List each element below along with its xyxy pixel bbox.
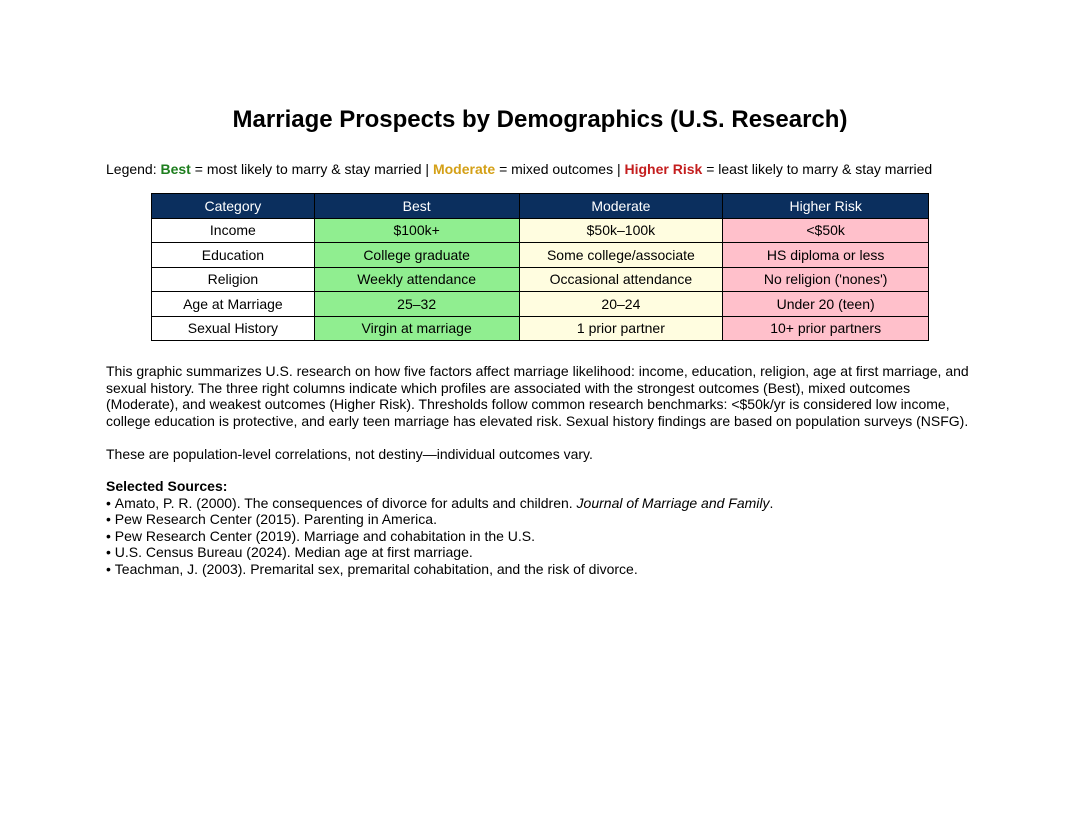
sources-section [106, 478, 976, 577]
table-row [152, 316, 929, 341]
source-journal: Journal of Marriage and Family [576, 494, 770, 511]
table-row [152, 218, 929, 243]
header-best: Best [314, 194, 519, 219]
cell-higher-risk: HS diploma or less [723, 243, 929, 268]
cell-moderate: $50k–100k [519, 218, 723, 243]
sources-list [106, 495, 976, 578]
table-row [152, 243, 929, 268]
legend-moderate-description: = mixed outcomes | [495, 161, 625, 177]
cell-higher-risk: Under 20 (teen) [723, 292, 929, 317]
cell-higher-risk: <$50k [723, 218, 929, 243]
cell-best: Virgin at marriage [314, 316, 519, 341]
cell-best: College graduate [314, 243, 519, 268]
source-text: Pew Research Center (2019). Marriage and cohabitation in the U.S. [114, 527, 536, 544]
cell-moderate: 1 prior partner [519, 316, 723, 341]
source-text: Teachman, J. (2003). Premarital sex, premarital cohabitation, and the risk of divorce. [114, 560, 638, 577]
cell-higher-risk: 10+ prior partners [723, 316, 929, 341]
source-item [106, 495, 976, 512]
table-row [152, 292, 929, 317]
table-header-row [152, 194, 929, 219]
cell-best: Weekly attendance [314, 267, 519, 292]
source-text: Pew Research Center (2015). Parenting in America. [114, 511, 437, 527]
source-item [106, 544, 976, 561]
cell-category: Age at Marriage [152, 292, 315, 317]
disclaimer-paragraph: These are population-level correlations, not destiny—individual outcomes vary. [106, 446, 593, 462]
summary-paragraph: This graphic summarizes U.S. research on how five factors affect marriage likelihood: income, education, religion, age at first marriage, and sexual history. The three right columns indicate which profiles are associated with the strongest outcomes (Best), mixed outcomes (Moderate), and weakest outcomes (Higher Risk). Thresholds follow common research benchmarks: <$50k/yr is considered low income, college education is protective, and early teen marriage has elevated risk. Sexual history findings are based on population surveys (NSFG). [106, 363, 969, 429]
cell-best: $100k+ [314, 218, 519, 243]
source-item [106, 528, 976, 545]
cell-moderate: Some college/associate [519, 243, 723, 268]
legend-best-description: = most likely to marry & stay married | [190, 161, 433, 177]
legend-risk-description: = least likely to marry & stay married [702, 161, 933, 177]
cell-moderate: 20–24 [519, 292, 723, 317]
legend-prefix: Legend: [106, 161, 161, 177]
cell-category: Sexual History [152, 316, 315, 341]
source-item [106, 511, 976, 528]
header-category: Category [152, 194, 315, 219]
legend [106, 161, 932, 177]
legend-risk-label: Higher Risk [624, 161, 703, 177]
page-title: Marriage Prospects by Demographics (U.S. Research) [232, 106, 848, 133]
prospects-table [151, 193, 929, 341]
source-text: U.S. Census Bureau (2024). Median age at first marriage. [114, 544, 473, 560]
table-row [152, 267, 929, 292]
cell-moderate: Occasional attendance [519, 267, 723, 292]
cell-category: Education [152, 243, 315, 268]
cell-higher-risk: No religion ('nones') [723, 267, 929, 292]
cell-category: Religion [152, 267, 315, 292]
source-end: . [769, 494, 774, 511]
source-text: Amato, P. R. (2000). The consequences of divorce for adults and children. [114, 494, 577, 511]
header-moderate: Moderate [519, 194, 723, 219]
sources-heading: Selected Sources: [106, 478, 228, 494]
legend-best-label: Best [160, 161, 191, 177]
header-higher-risk: Higher Risk [723, 194, 929, 219]
cell-best: 25–32 [314, 292, 519, 317]
legend-moderate-label: Moderate [432, 161, 496, 177]
source-item [106, 561, 976, 578]
cell-category: Income [152, 218, 315, 243]
